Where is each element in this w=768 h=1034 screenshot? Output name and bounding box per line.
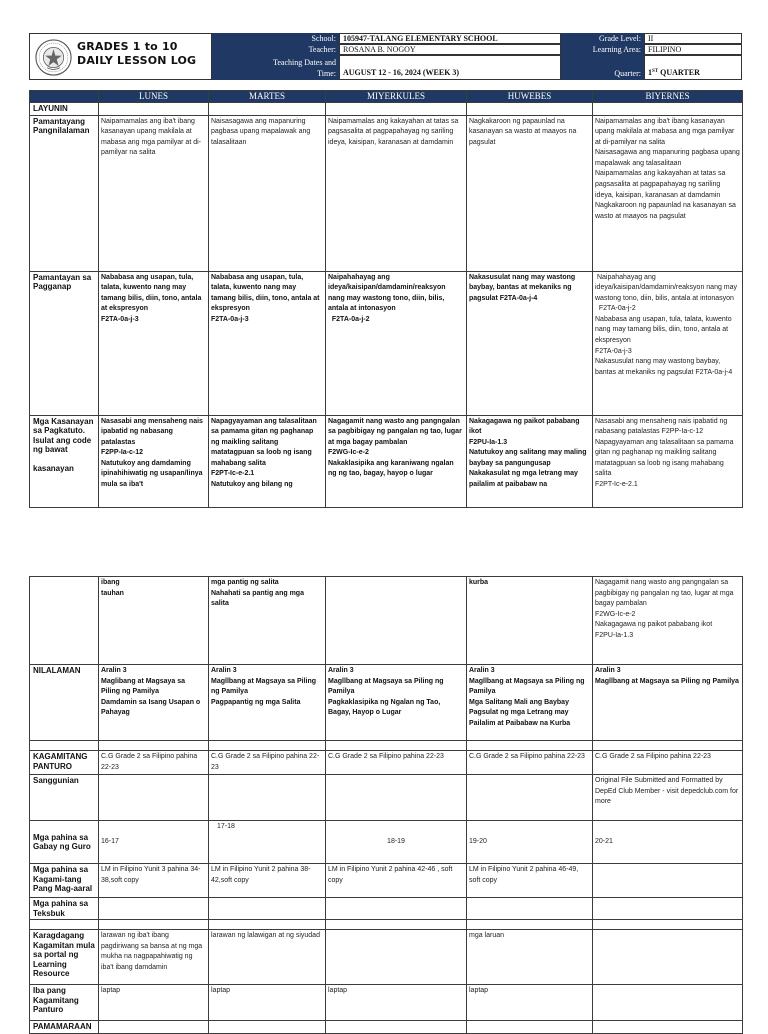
cell-text: F2PP-Ia-c-12 (101, 449, 144, 457)
cell-pangnilalaman-biyernes (593, 115, 743, 271)
cell-kasanayan-biyernes (593, 415, 743, 507)
cell-text: Naipamamalas ang kakayahan at tatas sa pagsasalita at pagpapahayag ng sariling ideya, kaisipan, karanasan at damdamin (595, 170, 726, 199)
cell-sanggunian-huwebes (467, 775, 593, 821)
spacer-cell (99, 741, 209, 751)
cell-text: Naipamamalas ang iba't ibang kasanayan upang makilala at mabasa ang mga pamilyar at di-pamilyar na salita (101, 117, 201, 157)
cell-nilalaman-biyernes (593, 665, 743, 741)
cell-text: Nasasabi ang mensaheng nais ipabatid ng nabasang patalastas F2PP-Ia-c-12 (595, 417, 728, 436)
cell-text: tauhan (101, 589, 124, 597)
cell-continued-martes (209, 577, 326, 665)
cell-text: Nababasa ang usapan, tula, talata, kuwento nang may tamang bilis, diin, tono, antala at ekspresyon (101, 273, 202, 313)
cell-text: Nahahati sa pantig ang mga salita (211, 589, 304, 608)
spacer-cell (593, 741, 743, 751)
cell-text: Nakaklasipika ang karaniwang ngalan ng ng tao, bagay, hayop o lugar (328, 459, 454, 478)
row-label-layunin: LAYUNIN (30, 103, 99, 116)
cell-pagganap-biyernes (593, 271, 743, 415)
teaching-dates-value: AUGUST 12 - 16, 2024 (WEEK 3) (339, 55, 561, 80)
cell-kagamitang-martes: C.G Grade 2 sa Filipino pahina 22-23 (209, 751, 326, 775)
cell-text: F2TA-0a-j-2 (595, 305, 636, 313)
spacer-cell (30, 741, 99, 751)
cell-kasanayan-lunes (99, 415, 209, 507)
row-label-nilalaman: NILALAMAN (30, 665, 99, 741)
cell-text: F2WG-Ic-e-2 (595, 610, 636, 618)
cell-pangnilalaman-huwebes (467, 115, 593, 271)
cell-text: F2PU-Ia-1.3 (469, 438, 508, 446)
cell (467, 103, 593, 116)
cell-iba-pang-lunes: laptap (99, 985, 209, 1021)
cell-mag-aaral-miyerkules: LM in Filipino Yunit 2 pahina 42-46 , soft copy (326, 864, 467, 898)
cell-gabay-martes: 17-18 (209, 821, 326, 864)
cell-text: Nagagamit nang wasto ang pangngalan sa pagbibigay ng pangalan ng tao, lugar at mga bagay pambalan (328, 417, 462, 446)
cell-text: Aralin 3 (211, 667, 237, 674)
cell-pangnilalaman-miyerkules (326, 115, 467, 271)
cell-text: Magllbang at Magsaya sa Piling ng Pamilya (469, 677, 585, 696)
cell-kasanayan-martes (209, 415, 326, 507)
row-label-pamamaraan: PAMAMARAAN (30, 1021, 99, 1034)
cell-mag-aaral-huwebes: LM in Filipino Yunit 2 pahina 46-49, soft copy (467, 864, 593, 898)
cell-text: Nasasabi ang mensaheng nais ipabatid ng nabasang patalastas (101, 417, 203, 446)
cell-text: F2TA-0a-j-2 (328, 315, 370, 323)
grade-level-label: Grade Level: (561, 33, 644, 44)
cell-iba-pang-huwebes: laptap (467, 985, 593, 1021)
cell-nilalaman-miyerkules (326, 665, 467, 741)
cell-mag-aaral-biyernes (593, 864, 743, 898)
day-header-huwebes: HUWEBES (467, 91, 593, 103)
cell-text: Naipahahayag ang ideya/kaisipan/damdamin/reaksyon nang may wastong tono, diin, bilis, antala at intonasyon (595, 273, 739, 302)
spacer-cell (99, 920, 209, 930)
cell-text: F2WG-Ic-e-2 (328, 449, 369, 457)
cell (593, 1021, 743, 1034)
cell-gabay-biyernes: 20-21 (593, 821, 743, 864)
spacer-cell (326, 741, 467, 751)
cell-kagamitang-lunes: C.G Grade 2 sa Filipino pahina 22-23 (99, 751, 209, 775)
cell-pagganap-huwebes (467, 271, 593, 415)
cell-mag-aaral-lunes: LM in Filipino Yunit 3 pahina 34-38,soft copy (99, 864, 209, 898)
cell-kagamitang-biyernes: C.G Grade 2 sa Filipino pahina 22-23 (593, 751, 743, 775)
cell (209, 103, 326, 116)
teaching-dates-label-line2: Time: (317, 69, 336, 78)
cell-text: Pagpapantig ng mga Salita (211, 698, 301, 706)
learning-area-label: Learning Area: (561, 44, 644, 55)
row-label-pamantayang-pangnilalaman: Pamantayang Pangnilalaman (30, 115, 99, 271)
cell-sanggunian-miyerkules (326, 775, 467, 821)
cell-text: Aralin 3 (469, 667, 495, 674)
label-text: Mga Kasanayan sa Pagkatuto. Isulat ang code ng bawat (33, 416, 94, 454)
school-label: School: (212, 33, 339, 44)
cell-text: Napagyayaman ang talasalitaan sa pamama gitan ng paghanap ng maikling salitang matatagpuan sa loob ng isang mahabang salita (595, 438, 734, 478)
row-label-teksbuk: Mga pahina sa Teksbuk (30, 898, 99, 920)
cell-text: ibang (101, 579, 120, 586)
cell-text: Aralin 3 (328, 667, 354, 674)
cell-sanggunian-biyernes: Original File Submitted and Formatted by DepEd Club Member - visit depedclub.com for more (593, 775, 743, 821)
spacer-cell (30, 920, 99, 930)
cell-kasanayan-miyerkules (326, 415, 467, 507)
cell-mag-aaral-martes: LM in Filipino Yunit 2 pahina 38-42,soft copy (209, 864, 326, 898)
cell-sanggunian-lunes (99, 775, 209, 821)
grade-level-value: II (644, 33, 742, 44)
spacer-cell (209, 920, 326, 930)
row-label-mga-kasanayan (30, 415, 99, 507)
cell-kagamitang-huwebes: C.G Grade 2 sa Filipino pahina 22-23 (467, 751, 593, 775)
spacer-cell (593, 920, 743, 930)
lesson-table-page1 (29, 90, 743, 508)
cell-text: F2TA-0a-j-3 (595, 347, 632, 355)
cell-teksbuk-miyerkules (326, 898, 467, 920)
cell-text: F2PT-Ic-e-2.1 (211, 470, 255, 478)
cell-text: F2TA-0a-j-3 (101, 315, 139, 323)
cell (326, 103, 467, 116)
lesson-table-page2 (29, 576, 743, 1034)
cell-text: Magllbang at Magsaya sa Piling ng Pamilya (328, 677, 444, 696)
row-label-sanggunian: Sanggunian (30, 775, 99, 821)
quarter-label: Quarter: (561, 55, 644, 80)
quarter-number: 1 (648, 68, 652, 77)
cell-text: Nababasa ang usapan, tula, talata, kuwento nang may tamang bilis, diin, tono, antala at ekspresyon (595, 315, 732, 345)
quarter-word: QUARTER (658, 68, 700, 77)
spacer-cell (467, 741, 593, 751)
row-label-iba-pang-kagamitan: Iba pang Kagamitang Panturo (30, 985, 99, 1021)
cell-teksbuk-martes (209, 898, 326, 920)
cell-text: Nakagagawa ng paikot pababang ikot (469, 417, 580, 436)
cell-text: Natutukoy ang salitang may maling baybay sa pangungusap (469, 449, 587, 467)
cell-teksbuk-biyernes (593, 898, 743, 920)
cell-kagamitang-miyerkules: C.G Grade 2 sa Filipino pahina 22-23 (326, 751, 467, 775)
dll-header (29, 33, 742, 80)
day-header-miyerkules: MIYERKULES (326, 91, 467, 103)
row-label-gabay-ng-guro: Mga pahina sa Gabay ng Guro (30, 821, 99, 864)
cell-text: Aralin 3 (595, 667, 621, 674)
spacer-cell (209, 741, 326, 751)
cell-text: Nagkakaroon ng papaunlad na kasanayan sa wasto at maayos na pagsulat (595, 202, 736, 220)
cell-continued-lunes (99, 577, 209, 665)
cell-kasanayan-huwebes (467, 415, 593, 507)
cell-iba-pang-miyerkules: laptap (326, 985, 467, 1021)
school-value: 105947-TALANG ELEMENTARY SCHOOL (339, 33, 561, 44)
header-logo-cell (29, 33, 212, 80)
cell (209, 1021, 326, 1034)
cell-iba-pang-martes: laptap (209, 985, 326, 1021)
cell-pangnilalaman-lunes (99, 115, 209, 271)
row-label-kagamitang-panturo: KAGAMITANG PANTURO (30, 751, 99, 775)
cell-text: Natutukoy ang bilang ng (211, 481, 293, 489)
cell-pangnilalaman-martes (209, 115, 326, 271)
cell-pagganap-miyerkules (326, 271, 467, 415)
header-corner-cell (30, 91, 99, 103)
cell-teksbuk-lunes (99, 898, 209, 920)
cell-text: Napagyayaman ang talasalitaan sa pamama gitan ng paghanap ng maikling salitang matatagpuan sa loob ng isang mahabang salita (211, 417, 317, 467)
cell-text: Nakagagawa ng paikot pababang ikot (595, 621, 713, 629)
cell-text: Nakasusulat nang may wastong baybay, bantas at mekaniks ng pagsulat F2TA-0a-j-4 (469, 273, 576, 302)
cell (99, 103, 209, 116)
cell-text: Natutukoy ang damdaming ipinahihiwatig ng usapan/linya mula sa iba't (101, 459, 203, 489)
cell-gabay-lunes: 16-17 (99, 821, 209, 864)
cell (593, 103, 743, 116)
row-label-pamantayan-sa-pagganap: Pamantayan sa Pagganap (30, 271, 99, 415)
cell-text: Nababasa ang usapan, tula, talata, kuwento nang may tamang bilis, diin, tono, antala at ekspresyon (211, 273, 320, 313)
cell-text: Mga Salitang Mali ang Baybay (469, 698, 569, 706)
cell-text: Maglibang at Magsaya sa Piling ng Pamilya (101, 677, 186, 696)
cell-text: Naisasagawa ang mapanuring pagbasa upang mapalawak ang talasalitaan (595, 149, 740, 167)
teacher-label: Teacher: (212, 44, 339, 55)
teaching-dates-label-line1: Teaching Dates and (273, 58, 336, 67)
cell-text: Damdamin sa Isang Usapan o Pahayag (101, 698, 201, 717)
row-label-karagdagang-kagamitan: Karagdagang Kagamitan mula sa portal ng Learning Resource (30, 930, 99, 985)
spacer-cell (326, 920, 467, 930)
label-spacer (33, 455, 95, 464)
cell-text: Naipamamalas ang kakayahan at tatas sa pagsasalita at pagpapahayag ng sariling ideya, kaisipan, karanasan at damdamin (328, 117, 459, 146)
title-daily-lesson-log: DAILY LESSON LOG (77, 54, 197, 67)
teacher-value: ROSANA B. NOGOY (339, 44, 561, 55)
cell-text: Naipahahayag ang ideya/kaisipan/damdamin/reaksyon nang may wastong tono, diin, bilis, antala at intonasyon (328, 273, 446, 313)
cell-nilalaman-lunes (99, 665, 209, 741)
cell-text: Naisasagawa ang mapanuring pagbasa upang mapalawak ang talasalitaan (211, 117, 311, 146)
cell (467, 1021, 593, 1034)
spacer-cell (467, 920, 593, 930)
cell-text: Aralin 3 (101, 667, 127, 674)
cell-continued-miyerkules (326, 577, 467, 665)
quarter-value (644, 55, 742, 80)
cell-karagdagang-huwebes: mga laruan (467, 930, 593, 985)
cell-text: Magllbang at Magsaya sa Piling ng Pamilya (595, 677, 739, 685)
day-header-biyernes: BIYERNES (593, 91, 743, 103)
cell-text: F2PU-Ia-1.3 (595, 631, 634, 639)
cell-sanggunian-martes (209, 775, 326, 821)
cell-karagdagang-biyernes (593, 930, 743, 985)
day-header-lunes: LUNES (99, 91, 209, 103)
cell-pagganap-lunes (99, 271, 209, 415)
cell-text: Nagagamit nang wasto ang pangngalan sa pagbibigay ng pangalan ng tao, lugar at mga bagay pambalan (595, 579, 734, 608)
cell-continued-label (30, 577, 99, 665)
cell-text: Pagsulat ng mga Letrang may Pailalim at Paibabaw na Kurba (469, 709, 571, 727)
cell (326, 1021, 467, 1034)
cell-text: Nagkakaroon ng papaunlad na kasanayan sa wasto at maayos na pagsulat (469, 117, 577, 146)
cell-gabay-miyerkules: 18-19 (326, 821, 467, 864)
cell (99, 1021, 209, 1034)
cell-text: Naipamamalas ang iba't ibang kasanayan upang makilala at mabasa ang mga pamilyar at di-pamilyar na salita (595, 117, 735, 146)
deped-seal-icon (35, 39, 72, 76)
cell-nilalaman-martes (209, 665, 326, 741)
cell-karagdagang-martes: larawan ng lalawigan at ng siyudad (209, 930, 326, 985)
day-header-martes: MARTES (209, 91, 326, 103)
cell-pagganap-martes (209, 271, 326, 415)
cell-text: kurba (469, 579, 489, 586)
cell-text: F2PT-Ic-e-2.1 (595, 481, 638, 489)
cell-teksbuk-huwebes (467, 898, 593, 920)
cell-text: Magllbang at Magsaya sa Piling ng Pamilya (211, 677, 317, 696)
cell-continued-huwebes (467, 577, 593, 665)
cell-continued-biyernes (593, 577, 743, 665)
cell-text: Pagkaklasipika ng Ngalan ng Tao, Bagay, Hayop o Lugar (328, 698, 441, 717)
learning-area-value: FILIPINO (644, 44, 742, 55)
row-label-kagamitang-pang-mag-aaral: Mga pahina sa Kagami-tang Pang Mag-aaral (30, 864, 99, 898)
cell-text: mga pantig ng salita (211, 579, 279, 586)
cell-karagdagang-miyerkules (326, 930, 467, 985)
cell-text: Nakasusulat nang may wastong baybay, bantas at mekaniks ng pagsulat F2TA-0a-j-4 (595, 358, 733, 376)
cell-text: Nakakasulat ng mga letrang may pailalim at paibabaw na (469, 470, 578, 489)
label-text: kasanayan (33, 463, 74, 473)
cell-nilalaman-huwebes (467, 665, 593, 741)
cell-text: F2TA-0a-j-3 (211, 315, 249, 323)
quarter-ordinal: ST (652, 69, 659, 74)
cell-iba-pang-biyernes (593, 985, 743, 1021)
cell-karagdagang-lunes: larawan ng iba't ibang pagdiriwang sa bansa at ng mga mukha na nagpapahiwatig ng iba't ibang damdamin (99, 930, 209, 985)
cell-gabay-huwebes: 19-20 (467, 821, 593, 864)
teaching-dates-label (212, 55, 339, 80)
title-grades: GRADES 1 to 10 (77, 40, 178, 53)
